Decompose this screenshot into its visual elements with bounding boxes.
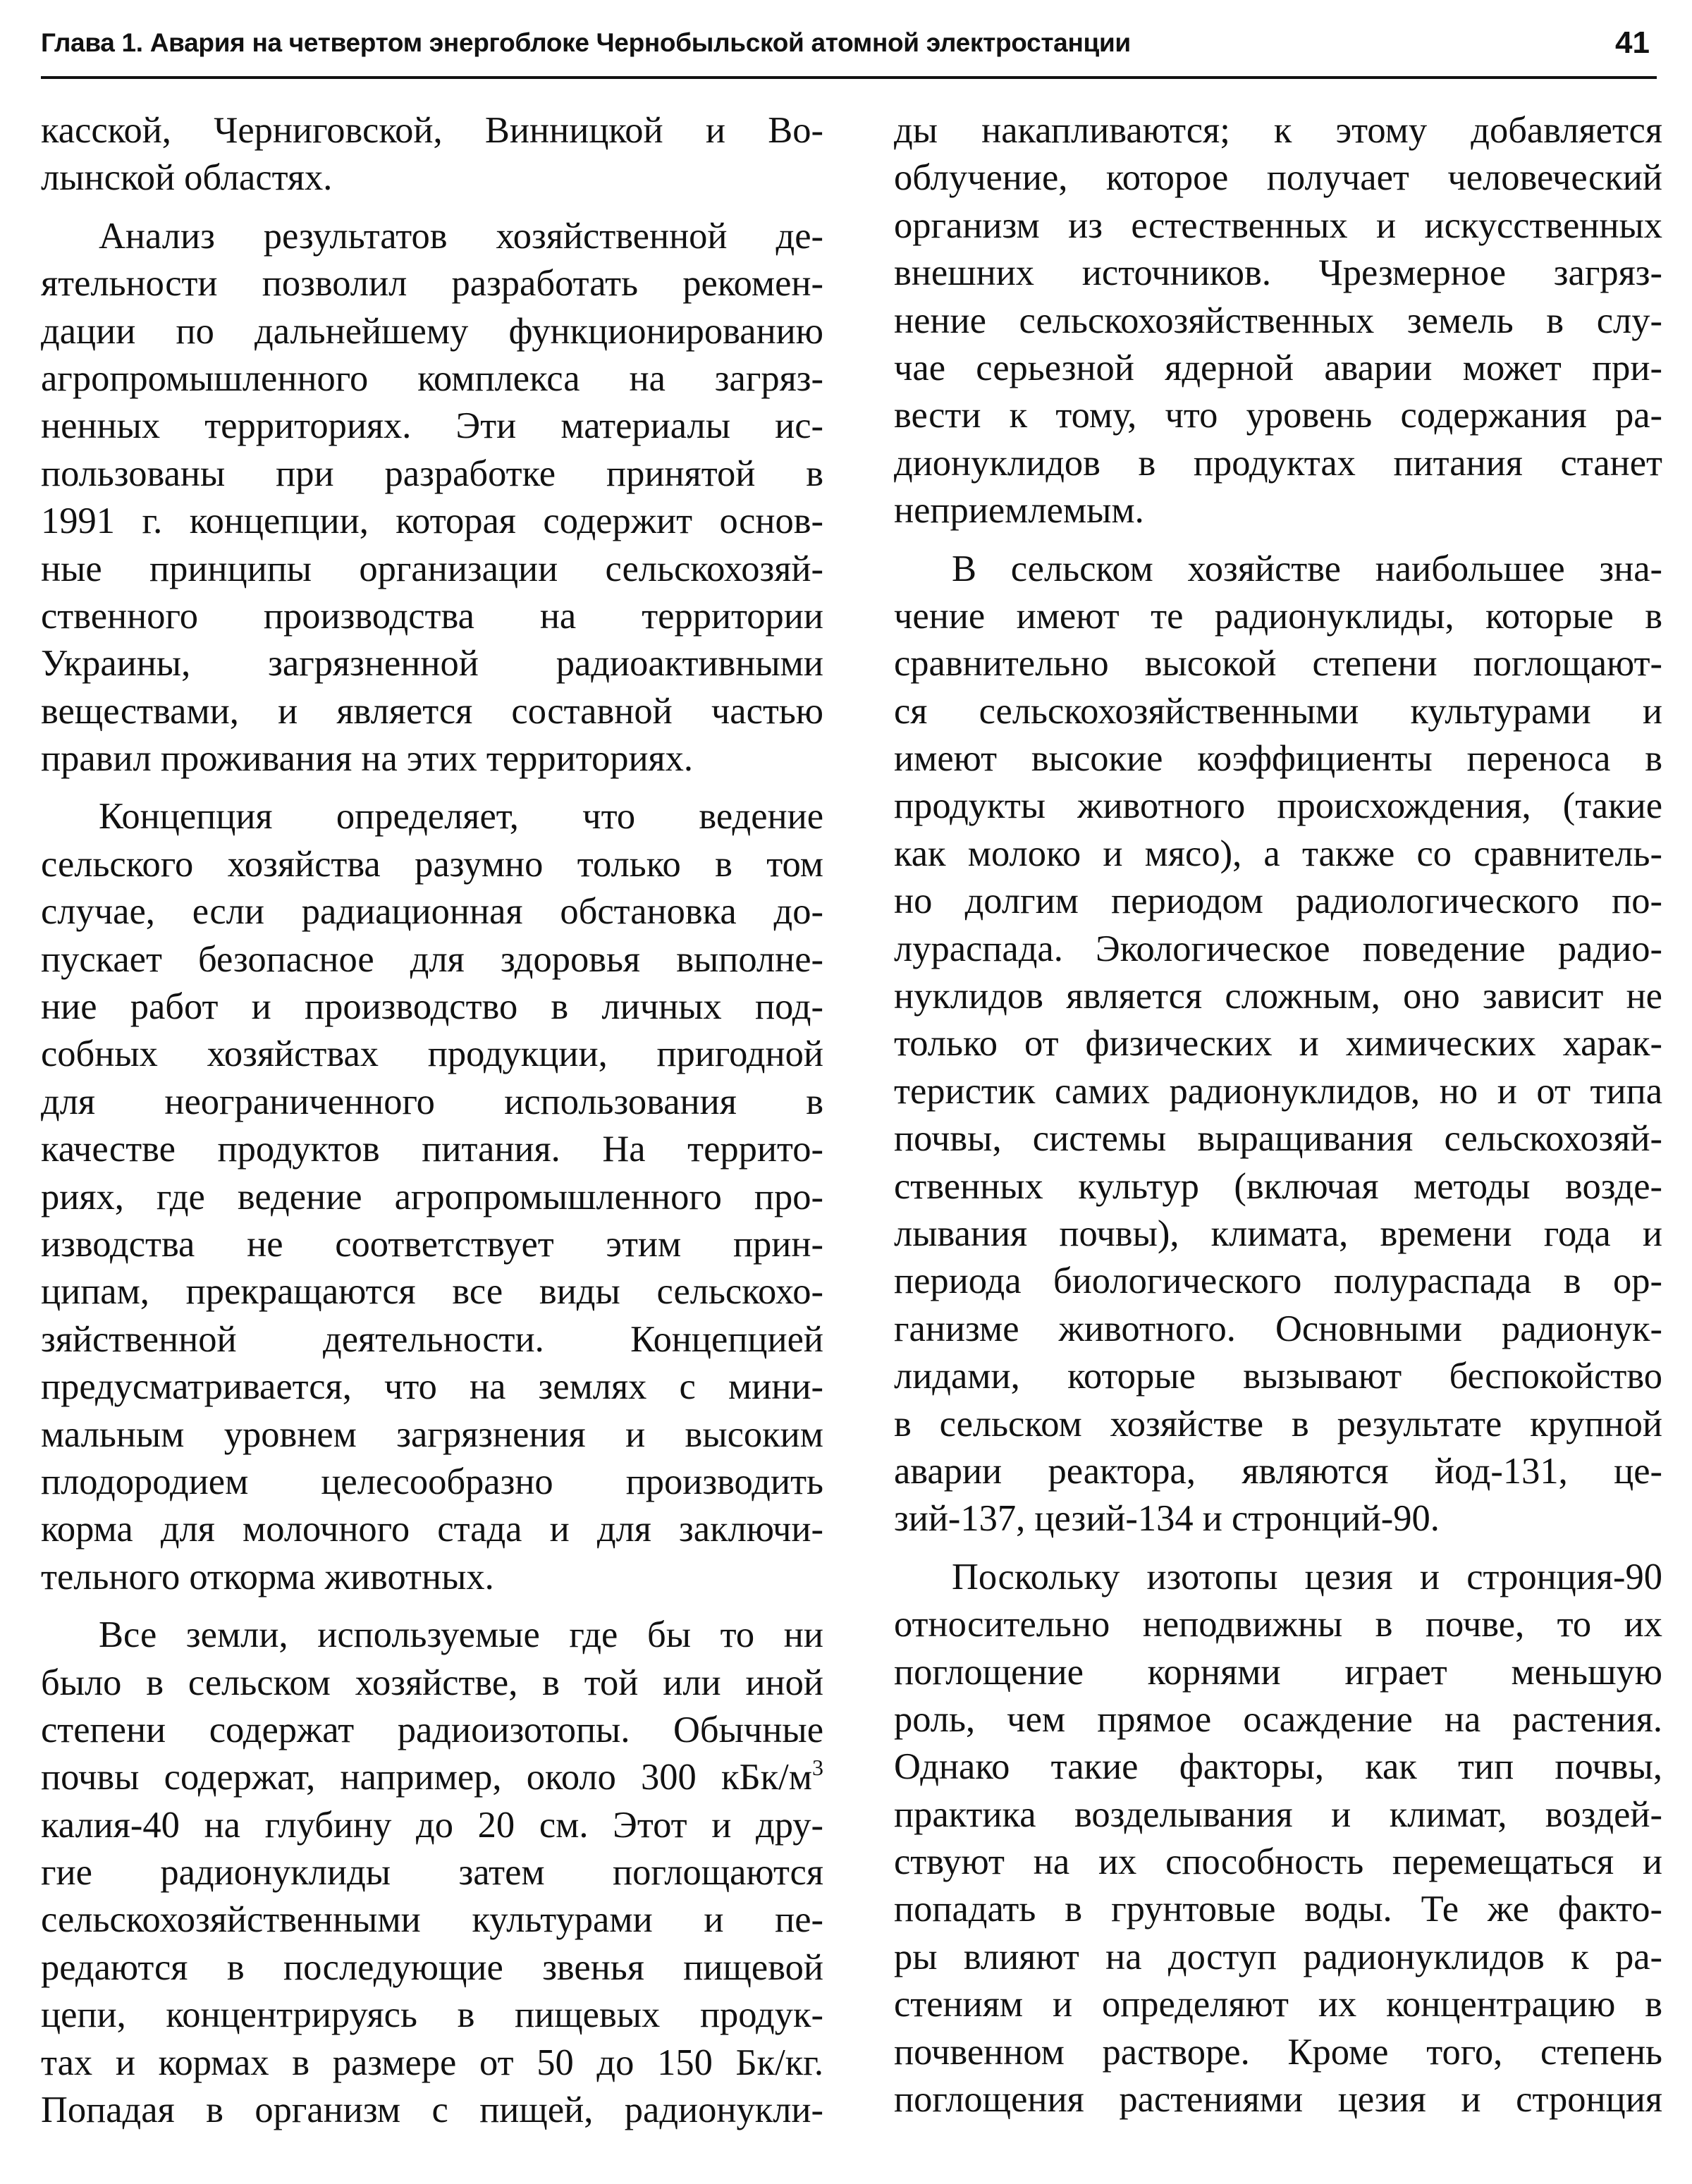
text-line: цепи, концентрируясь в пищевых продук- (41, 1994, 823, 2036)
text-line: в сельском хозяйстве в результате крупной (894, 1403, 1662, 1444)
text-line: изводства не соответствует этим прин- (41, 1223, 823, 1265)
text-line: аварии реактора, являются йод-131, це- (894, 1450, 1662, 1492)
text-line: неприемлемым. (894, 490, 1144, 532)
text-line: ствуют на их способность перемещаться и (894, 1841, 1662, 1883)
text-line: агропромышленного комплекса на загряз- (41, 357, 823, 399)
text-line: только от физических и химических харак- (894, 1023, 1662, 1065)
text-line: попадать в грунтовые воды. Те же факто- (894, 1889, 1662, 1930)
text-line: чение имеют те радионуклиды, которые в (894, 595, 1662, 637)
text-line: Поскольку изотопы цезия и стронция-90 (952, 1556, 1662, 1597)
paragraph (41, 107, 823, 202)
text-line: качестве продуктов питания. На террито- (41, 1129, 823, 1170)
paragraph (41, 793, 823, 1601)
text-line: пускает безопасное для здоровья выполне- (41, 938, 823, 980)
left-column (41, 107, 823, 2134)
text-line: было в сельском хозяйстве, в той или иной (41, 1662, 823, 1703)
paragraph (41, 213, 823, 783)
text-line: стениям и определяют их концентрацию в (894, 1984, 1662, 2025)
text-line: продукты животного происхождения, (такие (894, 785, 1662, 827)
text-line: для неограниченного использования в (41, 1081, 823, 1122)
text-line: роль, чем прямое осаждение на растения. (894, 1698, 1662, 1740)
text-line: нуклидов является сложным, оно зависит не (894, 976, 1662, 1017)
text-line: чае серьезной ядерной аварии может при- (894, 347, 1662, 388)
text-line: тельного откорма животных. (41, 1556, 494, 1597)
text-line: ные принципы организации сельскохозяй- (41, 548, 823, 589)
text-line: касской, Черниговской, Винницкой и Во- (41, 110, 823, 151)
text-line: ципам, прекращаются все виды сельскохо- (41, 1271, 823, 1313)
paragraph (41, 1612, 823, 2134)
text-line: тах и кормах в размере от 50 до 150 Бк/кг. (41, 2042, 823, 2083)
text-line: зий-137, цезий-134 и стронций-90. (894, 1498, 1440, 1540)
text-line: лынской областях. (41, 157, 333, 199)
text-line: имеют высокие коэффициенты переноса в (894, 738, 1662, 780)
text-line: ганизме животного. Основными радионук- (894, 1308, 1662, 1349)
text-line: пользованы при разработке принятой в (41, 453, 823, 494)
text-line: лывания почвы), климата, времени года и (894, 1213, 1662, 1254)
text-line: поглощение корнями играет меньшую (894, 1651, 1662, 1693)
text-line: зяйственной деятельности. Концепцией (41, 1318, 823, 1360)
text-line: лураспада. Экологическое поведение радио- (894, 928, 1662, 969)
text-line: почвы, системы выращивания сельскохозяй- (894, 1118, 1662, 1160)
text-line: ятельности позволил разработать рекомен- (41, 263, 823, 305)
text-line: ненных территориях. Эти материалы ис- (41, 405, 823, 447)
text-line: внешних источников. Чрезмерное загряз- (894, 252, 1662, 294)
right-column (894, 107, 1662, 2123)
text-line: ся сельскохозяйственными культурами и (894, 690, 1662, 732)
text-line: поглощения растениями цезия и стронция (894, 2079, 1662, 2121)
text-line: теристик самих радионуклидов, но и от типа (894, 1070, 1662, 1112)
text-line: сельского хозяйства разумно только в том (41, 843, 823, 885)
text-line: дионуклидов в продуктах питания станет (894, 442, 1662, 484)
text-line: дации по дальнейшему функционированию (41, 310, 823, 352)
text-line: предусматривается, что на землях с мини- (41, 1366, 823, 1408)
text-line: Попадая в организм с пищей, радионукли- (41, 2090, 823, 2131)
text-line: практика возделывания и климат, воздей- (894, 1793, 1662, 1835)
text-line: плодородием целесообразно производить (41, 1461, 823, 1502)
text-fragment: почвы содержат, например, около 300 кБк/м (41, 1757, 812, 1798)
text-line: облучение, которое получает человеческий (894, 157, 1662, 199)
text-line: сельскохозяйственными культурами и пе- (41, 1899, 823, 1941)
text-line: веществами, и является составной частью (41, 690, 823, 732)
text-line: ственных культур (включая методы возде- (894, 1165, 1662, 1207)
text-line: нение сельскохозяйственных земель в слу- (894, 300, 1662, 341)
text-line: степени содержат радиоизотопы. Обычные (41, 1709, 823, 1750)
text-line: сравнительно высокой степени поглощают- (894, 643, 1662, 685)
text-line: как молоко и мясо), а также со сравнитель- (894, 833, 1662, 874)
text-line: Анализ результатов хозяйственной де- (99, 215, 823, 257)
text-line: ды накапливаются; к этому добавляется (894, 110, 1662, 151)
paragraph (894, 1554, 1662, 2124)
chapter-title: Глава 1. Авария на четвертом энергоблоке Чернобыльской атомной электростанции (41, 28, 1131, 57)
page-number: 41 (1615, 25, 1650, 60)
text-line: Концепция определяет, что ведение (99, 796, 823, 838)
text-line: ры влияют на доступ радионуклидов к ра- (894, 1936, 1662, 1977)
text-line: относительно неподвижны в почве, то их (894, 1604, 1662, 1645)
text-line: периода биологического полураспада в ор- (894, 1260, 1662, 1302)
text-line: мальным уровнем загрязнения и высоким (41, 1413, 823, 1455)
text-line: В сельском хозяйстве наибольшее зна- (952, 548, 1662, 589)
text-line: почвенном растворе. Кроме того, степень (894, 2031, 1662, 2073)
text-line: правил проживания на этих территориях. (41, 738, 694, 780)
text-line: ственного производства на территории (41, 595, 823, 637)
paragraph (894, 107, 1662, 535)
text-line: вести к тому, что уровень содержания ра- (894, 395, 1662, 436)
text-line: 1991 г. концепции, которая содержит основ- (41, 501, 823, 542)
text-line (41, 1754, 823, 1801)
text-line: Однако такие факторы, как тип почвы, (894, 1746, 1662, 1788)
text-line: ние работ и производство в личных под- (41, 986, 823, 1028)
text-line: лидами, которые вызывают беспокойство (894, 1356, 1662, 1397)
paragraph (894, 546, 1662, 1543)
text-line: калия-40 на глубину до 20 см. Этот и дру- (41, 1804, 823, 1846)
text-line: но долгим периодом радиологического по- (894, 881, 1662, 922)
text-line: Украины, загрязненной радиоактивными (41, 643, 823, 685)
running-header (41, 24, 1657, 79)
text-line: собных хозяйствах продукции, пригодной (41, 1033, 823, 1075)
text-line: гие радионуклиды затем поглощаются (41, 1852, 823, 1894)
text-line: корма для молочного стада и для заключи- (41, 1509, 823, 1550)
text-line: редаются в последующие звенья пищевой (41, 1946, 823, 1988)
text-line: организм из естественных и искусственных (894, 204, 1662, 246)
text-line: случае, если радиационная обстановка до- (41, 891, 823, 933)
superscript: 3 (812, 1755, 823, 1781)
text-line: Все земли, используемые где бы то ни (99, 1614, 823, 1656)
text-line: риях, где ведение агропромышленного про- (41, 1176, 823, 1217)
